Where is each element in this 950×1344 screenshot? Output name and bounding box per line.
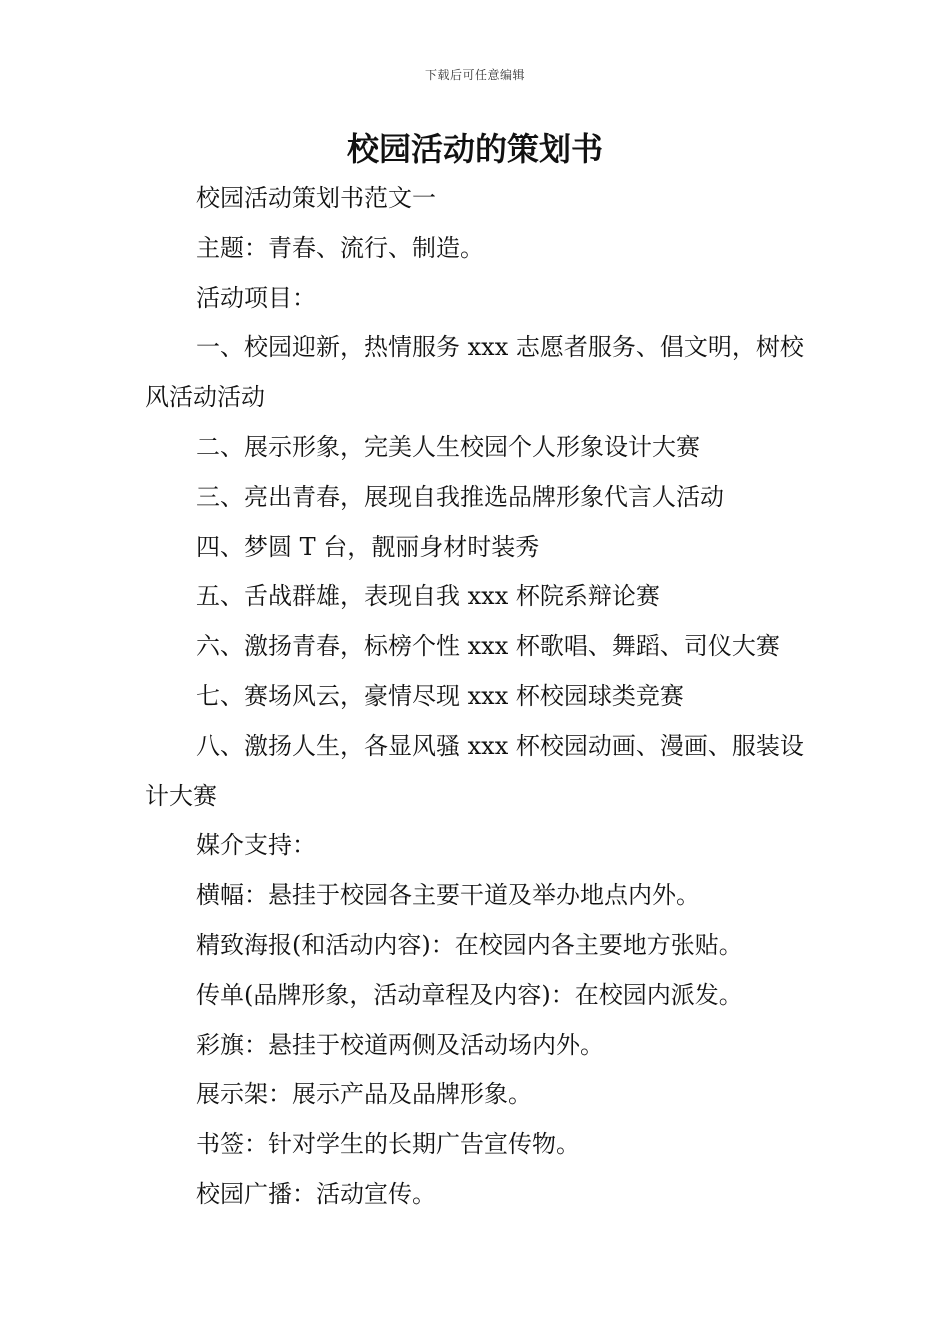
document-title: 校园活动的策划书 [346, 130, 603, 168]
paragraph-media-broadcast: 校园广播：活动宣传。 [196, 1179, 436, 1208]
paragraph-project-2: 二、展示形象，完美人生校园个人形象设计大赛 [196, 432, 700, 461]
paragraph-project-7: 七、赛场风云，豪情尽现 xxx 杯校园球类竞赛 [196, 681, 684, 710]
paragraph-subtitle: 校园活动策划书范文一 [196, 184, 436, 212]
paragraph-project-5: 五、舌战群雄，表现自我 xxx 杯院系辩论赛 [196, 582, 660, 611]
paragraph-media-flag: 彩旗：悬挂于校道两侧及活动场内外。 [196, 1030, 604, 1059]
paragraph-theme: 主题：青春、流行、制造。 [196, 233, 484, 262]
document-body [145, 174, 815, 1220]
paragraph-project-3: 三、亮出青春，展现自我推选品牌形象代言人活动 [196, 482, 724, 511]
paragraph-media-bookmark: 书签：针对学生的长期广告宣传物。 [196, 1130, 580, 1159]
paragraph-media-banner: 横幅：悬挂于校园各主要干道及举办地点内外。 [196, 881, 700, 910]
paragraph-projects-heading: 活动项目： [196, 283, 316, 312]
header-note: 下载后可任意编辑 [424, 68, 525, 82]
paragraph-project-6: 六、激扬青春，标榜个性 xxx 杯歌唱、舞蹈、司仪大赛 [196, 632, 780, 661]
paragraph-media-flyer: 传单(品牌形象，活动章程及内容)：在校园内派发。 [196, 980, 743, 1009]
paragraph-project-1: 一、校园迎新，热情服务 xxx 志愿者服务、倡文明，树校风活动活动 [145, 333, 804, 412]
paragraph-media-display-stand: 展示架：展示产品及品牌形象。 [196, 1080, 532, 1109]
paragraph-media-poster: 精致海报(和活动内容)：在校园内各主要地方张贴。 [196, 930, 743, 959]
paragraph-media-heading: 媒介支持： [196, 831, 316, 860]
paragraph-project-8: 八、激扬人生，各显风骚 xxx 杯校园动画、漫画、服装设计大赛 [145, 731, 804, 810]
paragraph-project-4: 四、梦圆 T 台，靓丽身材时装秀 [196, 532, 540, 561]
